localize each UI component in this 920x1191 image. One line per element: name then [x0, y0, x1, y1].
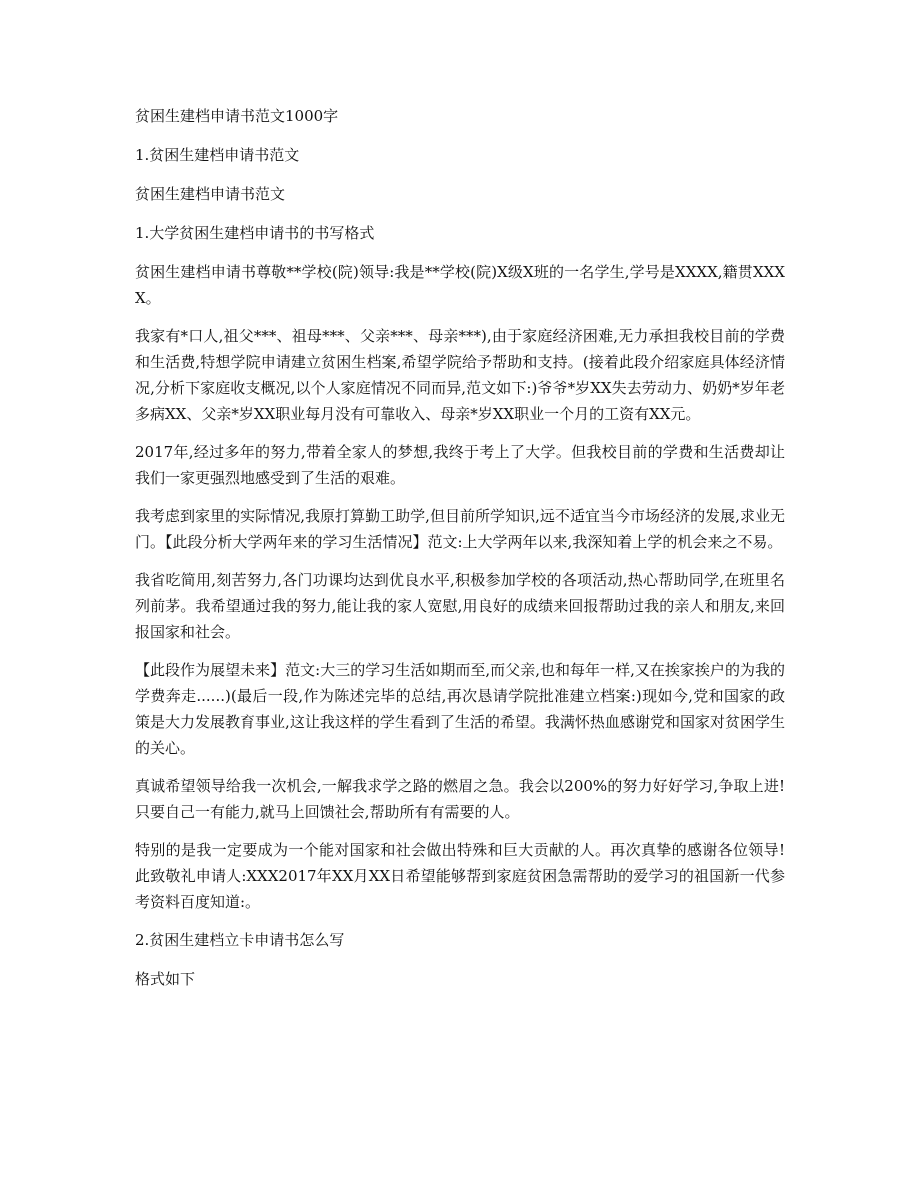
paragraph: 真诚希望领导给我一次机会,一解我求学之路的燃眉之急。我会以200%的努力好好学习,争取上进!只要自己一有能力,就马上回馈社会,帮助所有有需要的人。 — [135, 777, 785, 821]
document-page — [135, 103, 785, 1005]
paragraph: 特别的是我一定要成为一个能对国家和社会做出特殊和巨大贡献的人。再次真挚的感谢各位领导!此致敬礼申请人:XXX2017年XX月XX日希望能够帮到家庭贫困急需帮助的爱学习的祖国新一代参考资料百度知道:。 — [135, 841, 785, 911]
document-title: 贫困生建档申请书范文1000字 — [135, 107, 339, 125]
section-1-subheading: 贫困生建档申请书范文 — [135, 185, 286, 203]
paragraph: 我家有*口人,祖父***、祖母***、父亲***、母亲***),由于家庭经济困难,无力承担我校目前的学费和生活费,特想学院申请建立贫困生档案,希望学院给予帮助和支持。(接着此段介绍家庭具体经济情况,分析下家庭收支概况,以个人家庭情况不同而异,范文如下:)爷爷*岁XX失去劳动力、奶奶*岁年老多病XX、父亲*岁XX职业每月没有可靠收入、母亲*岁XX职业一个月的工资有XX元。 — [135, 327, 785, 423]
section-2-heading: 2.贫困生建档立卡申请书怎么写 — [135, 931, 345, 949]
paragraph: 我考虑到家里的实际情况,我原打算勤工助学,但目前所学知识,远不适宜当今市场经济的发展,求业无门。【此段分析大学两年来的学习生活情况】范文:上大学两年以来,我深知着上学的机会来之不易。 — [135, 507, 785, 551]
paragraph: 2017年,经过多年的努力,带着全家人的梦想,我终于考上了大学。但我校目前的学费和生活费却让我们一家更强烈地感受到了生活的艰难。 — [135, 443, 785, 487]
section-1-format-heading: 1.大学贫困生建档申请书的书写格式 — [135, 224, 375, 242]
paragraph: 贫困生建档申请书尊敬**学校(院)领导:我是**学校(院)X级X班的一名学生,学号是XXXX,籍贯XXXX。 — [135, 263, 785, 307]
section-1-heading: 1.贫困生建档申请书范文 — [135, 146, 300, 164]
paragraph: 【此段作为展望未来】范文:大三的学习生活如期而至,而父亲,也和每年一样,又在挨家挨户的为我的学费奔走......)(最后一段,作为陈述完毕的总结,再次恳请学院批准建立档案:)现如今,党和国家的政策是大力发展教育事业,这让我这样的学生看到了生活的希望。我满怀热血感谢党和国家对贫困学生的关心。 — [135, 661, 785, 757]
paragraph: 我省吃简用,刻苦努力,各门功课均达到优良水平,积极参加学校的各项活动,热心帮助同学,在班里名列前茅。我希望通过我的努力,能让我的家人宽慰,用良好的成绩来回报帮助过我的亲人和朋友,来回报国家和社会。 — [135, 571, 785, 641]
section-2-subheading: 格式如下 — [135, 970, 196, 988]
